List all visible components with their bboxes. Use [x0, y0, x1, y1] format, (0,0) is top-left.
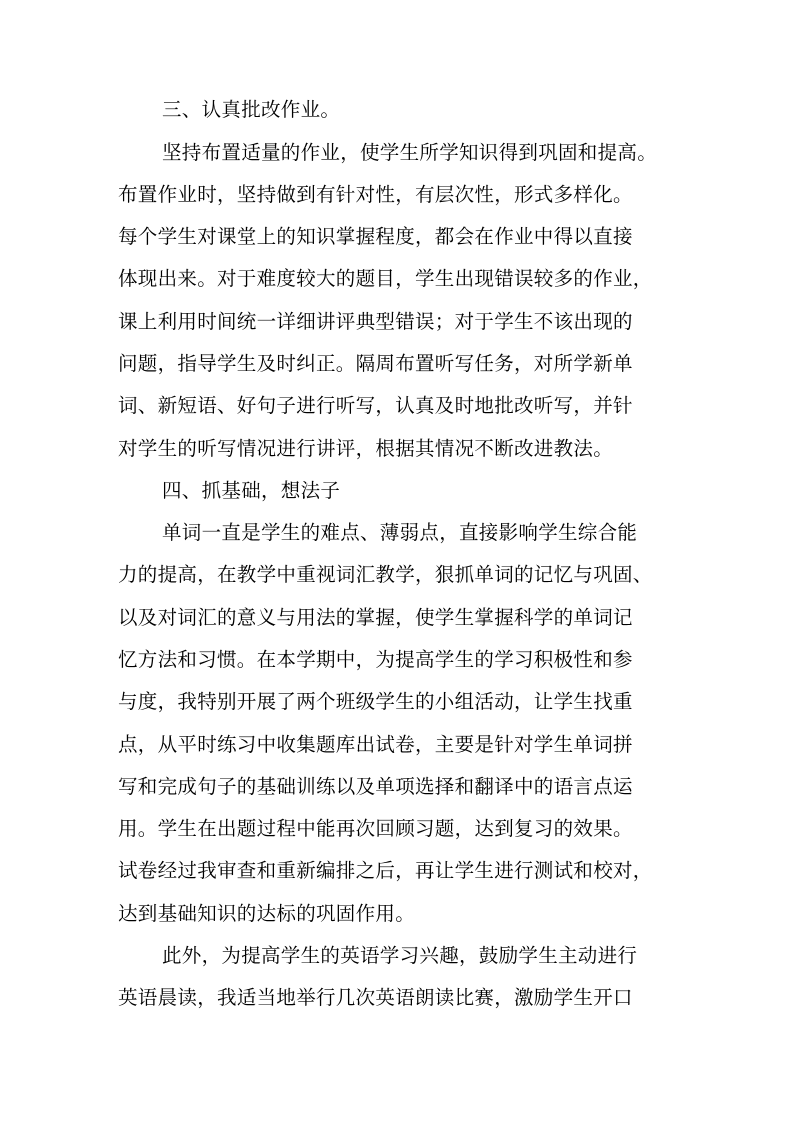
paragraph-line: 词、新短语、好句子进行听写，认真及时地批改听写，并针 — [118, 394, 633, 417]
paragraph-line: 问题，指导学生及时纠正。隔周布置听写任务，对所学新单 — [118, 352, 633, 375]
paragraph-line: 此外，为提高学生的英语学习兴趣，鼓励学生主动进行 — [162, 944, 638, 967]
paragraph-line: 课上利用时间统一详细讲评典型错误；对于学生不该出现的 — [118, 310, 633, 333]
paragraph-line: 试卷经过我审查和重新编排之后，再让学生进行测试和校对， — [118, 859, 653, 882]
paragraph-line: 每个学生对课堂上的知识掌握程度，都会在作业中得以直接 — [118, 225, 633, 248]
paragraph-line: 单词一直是学生的难点、薄弱点，直接影响学生综合能 — [162, 521, 638, 544]
paragraph-line: 用。学生在出题过程中能再次回顾习题，达到复习的效果。 — [118, 817, 633, 840]
paragraph-line: 体现出来。对于难度较大的题目，学生出现错误较多的作业， — [118, 267, 653, 290]
paragraph-line: 坚持布置适量的作业，使学生所学知识得到巩固和提高。 — [162, 141, 658, 164]
paragraph-line: 布置作业时，坚持做到有针对性，有层次性，形式多样化。 — [118, 183, 633, 206]
section-heading-3: 三、认真批改作业。 — [162, 98, 341, 121]
paragraph-line: 写和完成句子的基础训练以及单项选择和翻译中的语言点运 — [118, 775, 633, 798]
paragraph-line: 对学生的听写情况进行讲评，根据其情况不断改进教法。 — [118, 437, 614, 460]
paragraph-line: 与度，我特别开展了两个班级学生的小组活动，让学生找重 — [118, 690, 633, 713]
paragraph-line: 以及对词汇的意义与用法的掌握，使学生掌握科学的单词记 — [118, 606, 633, 629]
paragraph-line: 达到基础知识的达标的巩固作用。 — [118, 902, 416, 925]
section-heading-4: 四、抓基础，想法子 — [162, 479, 341, 502]
paragraph-line: 力的提高，在教学中重视词汇教学，狠抓单词的记忆与巩固、 — [118, 563, 653, 586]
paragraph-line: 忆方法和习惯。在本学期中，为提高学生的学习积极性和参 — [118, 648, 633, 671]
paragraph-line: 点，从平时练习中收集题库出试卷，主要是针对学生单词拼 — [118, 733, 633, 756]
paragraph-line: 英语晨读，我适当地举行几次英语朗读比赛，激励学生开口 — [118, 986, 633, 1009]
